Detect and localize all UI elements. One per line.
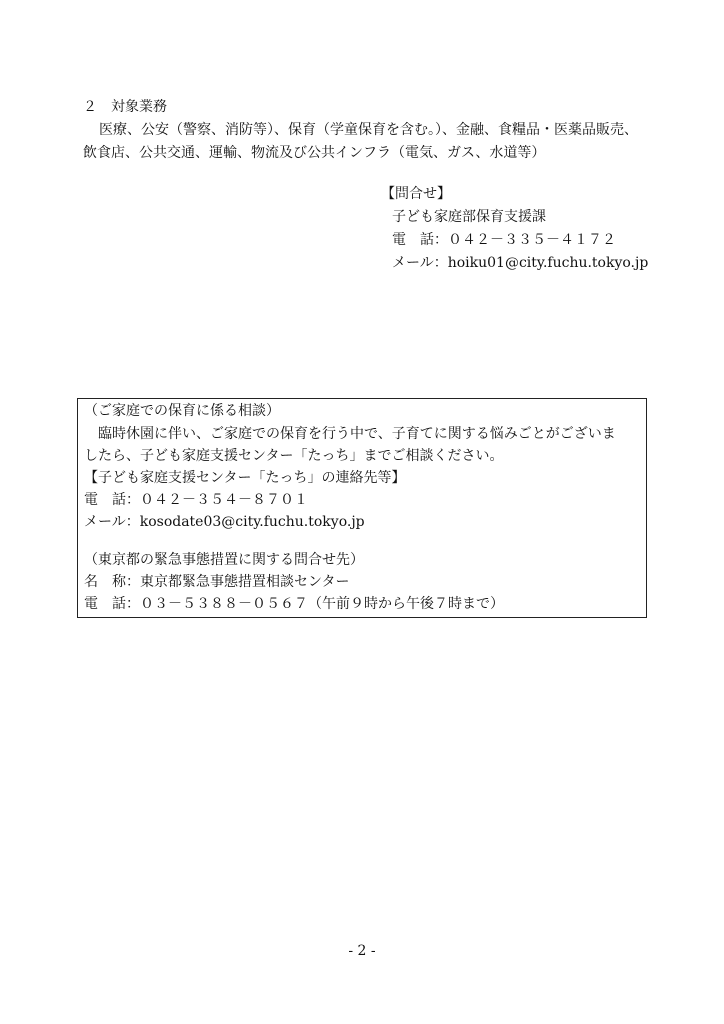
contact-dept: 子ども家庭部保育支援課 [392,209,546,225]
section-body-line1: 医療、公安（警察、消防等）、保育（学童保育を含む。）、金融、食糧品・医薬品販売、 [99,122,638,138]
consult-heading: （ご家庭での保育に係る相談） [84,403,280,419]
section-heading: ２ 対象業務 [83,99,167,115]
contact-tel: 電 話：０４２－３３５－４１７２ [392,232,616,248]
emergency-tel: 電 話：０３－５３８８－０５６７（午前９時から午後７時まで） [84,596,504,612]
consultation-box [77,398,647,618]
consult-line2: したら、子ども家庭支援センター「たっち」までご相談ください。 [84,448,504,464]
contact-title: 【問合せ】 [381,186,451,202]
center-mail: メール：kosodate03@city.fuchu.tokyo.jp [84,514,365,530]
section-body-line2: 飲食店、公共交通、運輸、物流及び公共インフラ（電気、ガス、水道等） [83,145,546,161]
emergency-heading: （東京都の緊急事態措置に関する問合せ先） [84,552,364,568]
emergency-name: 名 称：東京都緊急事態措置相談センター [84,574,350,590]
center-heading: 【子ども家庭支援センター「たっち」の連絡先等】 [84,470,406,486]
consult-line1: 臨時休園に伴い、ご家庭での保育を行う中で、子育てに関する悩みごとがございま [98,426,616,442]
center-tel: 電 話：０４２－３５４－８７０１ [84,492,308,508]
contact-mail: メール：hoiku01@city.fuchu.tokyo.jp [392,255,649,271]
page-number: - 2 - [348,943,376,959]
